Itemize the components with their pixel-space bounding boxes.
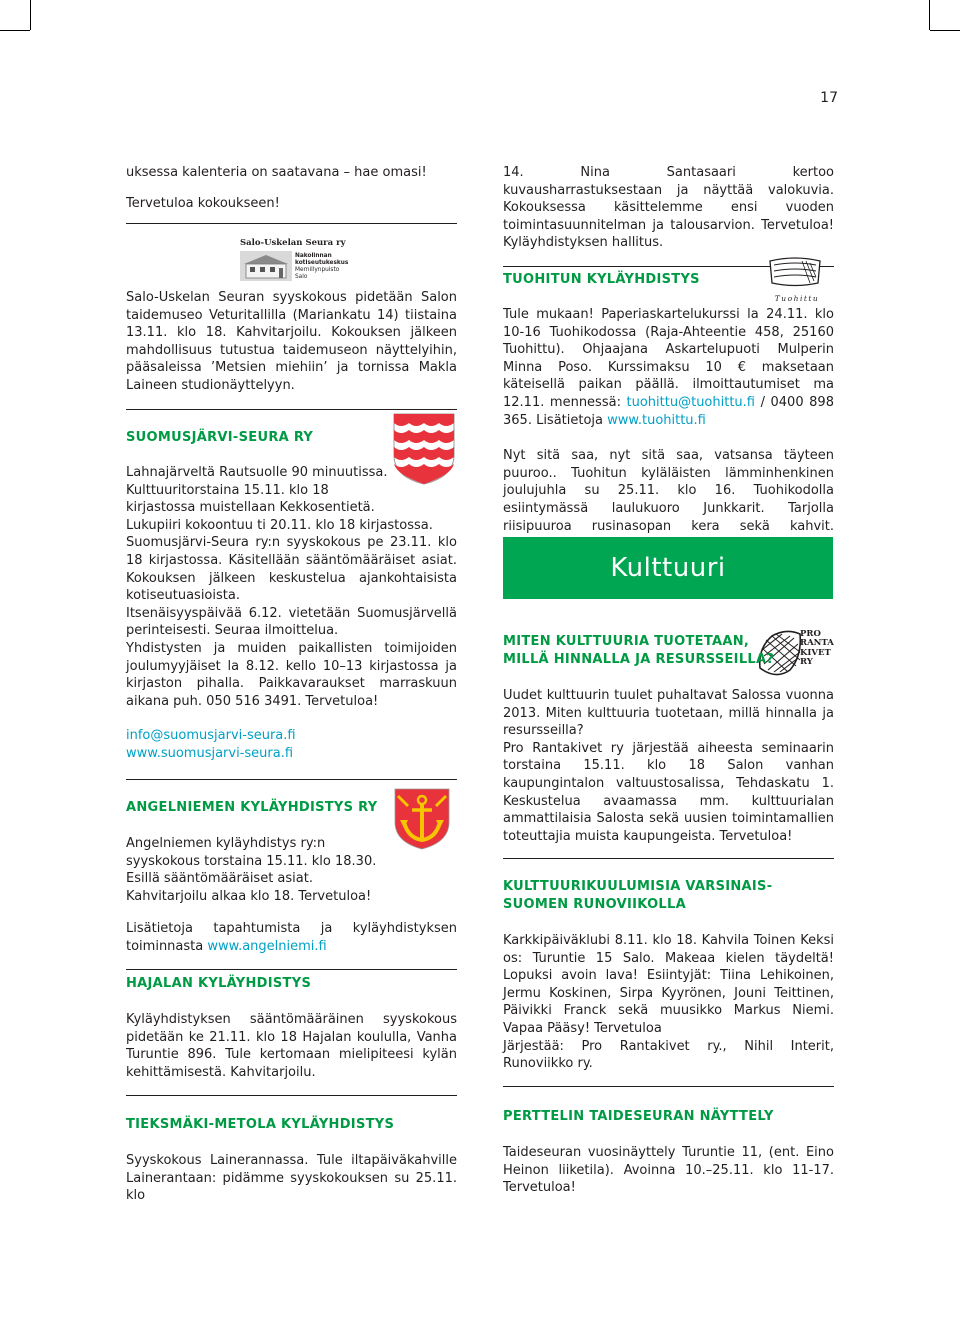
tuohittu-web-link[interactable]: www.tuohittu.fi [607, 412, 706, 428]
miten-text-2: Pro Rantakivet ry järjestää aiheesta seminaarin torstaina 15.11. klo 18 Salon vanhan kaupungintalon valtuustosalissa, Tehdaskatu 1. Keskustelua avaamassa mm. kulttuurialan ammattilaisia Salosta sekä uusien toimintamallien toteuttajia muista kaupungeista. Tervetuloa! [503, 740, 834, 844]
perttelin-heading: PERTTELIN TAIDESEURAN NÄYTTELY [503, 1109, 774, 1124]
kulttuuri-banner: Kulttuuri [503, 537, 833, 599]
logo-line: kotiseutukeskus [295, 260, 349, 266]
salo-uskelan-logo [240, 238, 349, 284]
crop-mark-top-right-h [930, 30, 960, 31]
angelniemi-section [126, 799, 457, 970]
tuohittu-logo-caption: Tuohittu [774, 294, 820, 303]
logo-line: Nakolinnan [295, 253, 332, 259]
logo-line: Salo [295, 274, 308, 280]
logo-word: KIVET [800, 647, 831, 658]
miten-text: Uudet kulttuurin tuulet puhaltavat Salossa vuonna 2013. Miten kulttuuria tuotetaan, millä hinnalla ja resursseilla? [503, 688, 834, 739]
suomusjarvi-line: Itsenäisyyspäivää 6.12. vietetään Suomusjärvellä perinteisesti. Seuraa ilmoittelua. [126, 605, 457, 639]
page-number: 17 [820, 90, 838, 106]
suomusjarvi-section [126, 429, 457, 780]
suomusjarvi-line: Suomusjärvi-Seura ry:n syyskokous pe 23.11. klo 18 kirjastossa. Käsitellään sääntömääräiset asiat. Kokouksen jälkeen keskustelua ajankohtaisista kotiseutuasioista. [126, 535, 457, 604]
left-column [126, 164, 457, 224]
divider [126, 223, 457, 224]
nina-section [503, 164, 834, 267]
runoviikko-heading-line-2: SUOMEN RUNOVIIKOLLA [503, 897, 686, 912]
runoviikko-heading-line-1: KULTTUURIKUULUMISIA VARSINAIS- [503, 879, 773, 894]
divider [126, 969, 457, 970]
tuohittu-email-link[interactable]: tuohittu@tuohittu.fi [626, 394, 755, 410]
tuohittu-heading: TUOHITUN KYLÄYHDISTYS [503, 272, 700, 287]
house-icon [240, 251, 292, 281]
crop-mark-top-left-v [30, 0, 31, 30]
runoviikko-text-2: Järjestää: Pro Rantakivet ry., Nihil Interit, Runoviikko ry. [503, 1038, 834, 1072]
logo-word: RY [800, 657, 813, 668]
tuohittu-section [503, 271, 834, 553]
logo-line: Mernillynpuisto [295, 267, 340, 273]
angelniemi-more-text: Lisätietoja tapahtumista ja kyläyhdistyksen toiminnasta [126, 921, 457, 954]
divider [126, 779, 457, 780]
hajala-text: Kyläyhdistyksen sääntömääräinen syyskokous pidetään ke 21.11. klo 18 Hajalan koululla, Vanha Turuntie 896. Tule kertomaan mielipiteesi kylän kehittämisestä. Kahvitarjoilu. [126, 1012, 457, 1080]
perttelin-section [503, 1108, 834, 1197]
logo-word: PRO [800, 629, 821, 639]
tuohittu-paragraph-2: Nyt sitä saa, nyt sitä saa, vatsansa täyteen puuroo.. Tuohitun kyläläisten lämminhenkinen joulujuhla su 25.11. klo 16. Tuohikodolla esiintymässä laulukuoro Junkkarit. Tarjolla riisipuuroa rusinasopan kera sekä kahvit. [503, 448, 834, 534]
angelniemi-more [126, 920, 457, 955]
tieksmaki-heading: TIEKSMÄKI-METOLA KYLÄYHDISTYS [126, 1117, 395, 1132]
suomusjarvi-line: Yhdistysten ja muiden paikallisten toimijoiden joulumyyjäiset la 8.12. kello 10–13 kirjastossa ja kirjaston pihalla. Paikkavaraukset marraskuun aikana puh. 050 516 3491. Tervetuloa! [126, 640, 457, 709]
suomusjarvi-line: Lukupiiri kokoontuu ti 20.11. klo 18 kirjastossa. [126, 517, 433, 533]
tieksmaki-section [126, 1116, 457, 1205]
tieksmaki-text: Syyskokous Lainerannassa. Tule iltapäiväkahville Lainerantaan: pidämme syyskokouksen su 25.11. klo [126, 1153, 457, 1204]
logo-word: RANTA [800, 638, 834, 649]
hajala-heading: HAJALAN KYLÄYHDISTYS [126, 976, 312, 991]
runoviikko-text: Karkkipäiväklubi 8.11. klo 18. Kahvila Toinen Keksi os: Turuntie 15 Salo. Makeaa kielen täydeltä! Lopuksi avoin lava! Esiintyjät: Tiina Lehikoinen, Jermu Koskinen, Sirpa Kyyrönen, Jouni Teittinen, Päivikki Franck sekä muusikko Markus Niemi. Vapaa Pääsy! Tervetuloa [503, 933, 834, 1036]
suomusjarvi-heading: SUOMUSJÄRVI-SEURA RY [126, 430, 314, 445]
tuohittu-phone-text: / 0400 898 365. Lisätietoja [503, 394, 834, 428]
crop-mark-top-left-h [0, 30, 30, 31]
miten-heading-line-2: MILLÄ HINNALLA JA RESURSSEILLA? [503, 652, 775, 667]
welcome-line: Tervetuloa kokoukseen! [126, 195, 280, 211]
angelniemi-web-link[interactable]: www.angelniemi.fi [207, 938, 327, 954]
tuohittu-course-text: Tule mukaan! Paperiaskartelukurssi la 24.11. klo 10-16 Tuohikodossa (Raja-Ahteentie 458, 25160 Tuohittu). Ohjaajana Askartelupuoti Mulperin Minna Poso. Kurssimaksu 10 € maksetaan käteisellä paikan päällä. ilmoittautumiset ma 12.11. mennessä: [503, 307, 834, 410]
salo-paragraph: Salo-Uskelan Seuran syyskokous pidetään Salon taidemuseo Veturitallilla (Mariankatu 14) tiistaina 13.11. klo 18. Kahvitarjoilu. Kokouksen jälkeen mahdollisuus tutustua taidemuseon näyttelyihin, pääsaleissa ’Metsien miehiin’ ja tornissa Makla Laineen studionäyttelyyn. [126, 290, 457, 393]
runoviikko-section [503, 878, 834, 1087]
suomusjarvi-email-link[interactable]: info@suomusjarvi-seura.fi [126, 728, 296, 744]
miten-heading-line-1: MITEN KULTTUURIA TUOTETAAN, [503, 634, 750, 649]
divider [503, 1086, 834, 1087]
suomusjarvi-web-link[interactable]: www.suomusjarvi-seura.fi [126, 745, 294, 761]
perttelin-text: Taideseuran vuosinäyttely Turuntie 11, (ent. Eino Heinon liiketila). Avoinna 10.–25.11. klo 11-17. Tervetuloa! [503, 1145, 834, 1196]
angelniemi-heading: ANGELNIEMEN KYLÄYHDISTYS RY [126, 800, 378, 815]
logo-text-lines [295, 253, 348, 281]
crop-mark-top-right-v [929, 0, 930, 30]
divider [126, 409, 457, 410]
divider [503, 858, 834, 859]
hajala-section [126, 975, 457, 1096]
suomusjarvi-line: Lahnajärveltä Rautsuolle 90 minuutissa. [126, 465, 388, 480]
nina-paragraph: 14. Nina Santasaari kertoo kuvausharrastuksestaan ja näyttää valokuvia. Kokouksessa käsittelemme ensi vuoden toimintasuunnitelman ja talousarvion. Tervetuloa! Kyläyhdistyksen hallitus. [503, 165, 834, 251]
intro-line: uksessa kalenteria on saatavana – hae omasi! [126, 165, 427, 180]
suomusjarvi-line: Kulttuuritorstaina 15.11. klo 18 kirjastossa muistellaan Kekkosentietä. [126, 482, 375, 516]
divider [126, 1095, 457, 1096]
tuohittu-paragraph-1 [503, 306, 834, 429]
left-column-salo [126, 289, 457, 410]
miten-section [503, 633, 834, 859]
angelniemi-text: Angelniemen kyläyhdistys ry:n syyskokous torstaina 15.11. klo 18.30. Esillä sääntömääräiset asiat. Kahvitarjoilu alkaa klo 18. Tervetuloa! [126, 836, 377, 904]
logo-title: Salo-Uskelan Seura ry [240, 238, 346, 248]
